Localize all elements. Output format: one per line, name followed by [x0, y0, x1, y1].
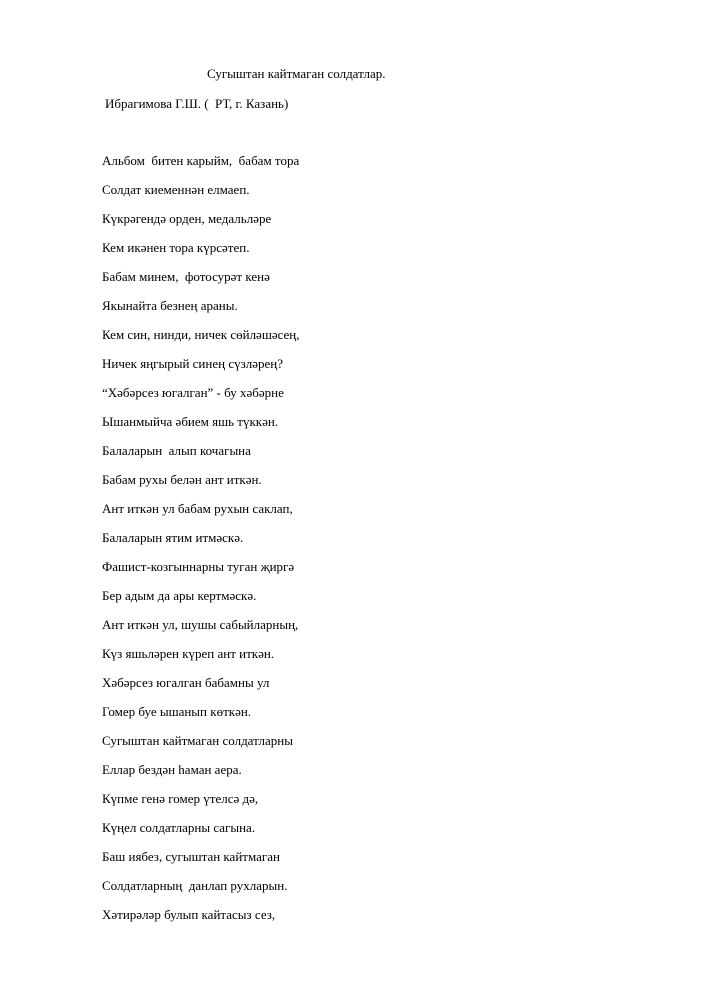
poem-line: Күкрәгендә орден, медальләре [102, 211, 272, 226]
poem-line: Солдат киеменнән елмаеп. [102, 182, 250, 197]
poem-line: Солдатларның данлап рухларын. [102, 878, 288, 893]
poem-line: Балаларын алып кочагына [102, 443, 251, 458]
poem-line: Кем син, нинди, ничек сөйләшәсең, [102, 327, 300, 342]
poem-line: Хәтирәләр булып кайтасыз сез, [102, 907, 276, 922]
poem-body [102, 153, 300, 936]
poem-line: Күңел солдатларны сагына. [102, 820, 256, 835]
poem-line: Кем икәнен тора күрсәтеп. [102, 240, 250, 255]
poem-line: Хәбәрсез югалган бабамны ул [102, 675, 270, 690]
poem-line: Гомер буе ышанып көткән. [102, 704, 252, 719]
poem-line: Күпме генә гомер үтелсә дә, [102, 791, 259, 806]
poem-line: Балаларын ятим итмәскә. [102, 530, 244, 545]
poem-line: Күз яшьләрен күреп ант иткән. [102, 646, 275, 661]
poem-line: Бабам рухы белән ант иткән. [102, 472, 262, 487]
poem-line: Ант иткән ул, шушы сабыйларның, [102, 617, 299, 632]
poem-line: “Хәбәрсез югалган” - бу хәбәрне [102, 385, 284, 400]
poem-line: Бабам минем, фотосурәт кенә [102, 269, 270, 284]
poem-line: Альбом битен карыйм, бабам тора [102, 153, 300, 168]
poem-line: Фашист-козгыннарны туган җиргә [102, 559, 295, 574]
poem-line: Ант иткән ул бабам рухын саклап, [102, 501, 293, 516]
poem-line: Бер адым да ары кертмәскә. [102, 588, 257, 603]
poem-line: Ышанмыйча әбием яшь түккән. [102, 414, 279, 429]
poem-line: Еллар бездән һаман аера. [102, 762, 242, 777]
poem-line: Якынайта безнең араны. [102, 298, 238, 313]
document-title: Сугыштан кайтмаган солдатлар. [207, 66, 386, 81]
poem-line: Сугыштан кайтмаган солдатларны [102, 733, 293, 748]
poem-line: Ничек яңгырый синең сүзләрең? [102, 356, 283, 371]
document-author: Ибрагимова Г.Ш. ( РТ, г. Казань) [105, 96, 289, 111]
poem-line: Баш иябез, сугыштан кайтмаган [102, 849, 280, 864]
